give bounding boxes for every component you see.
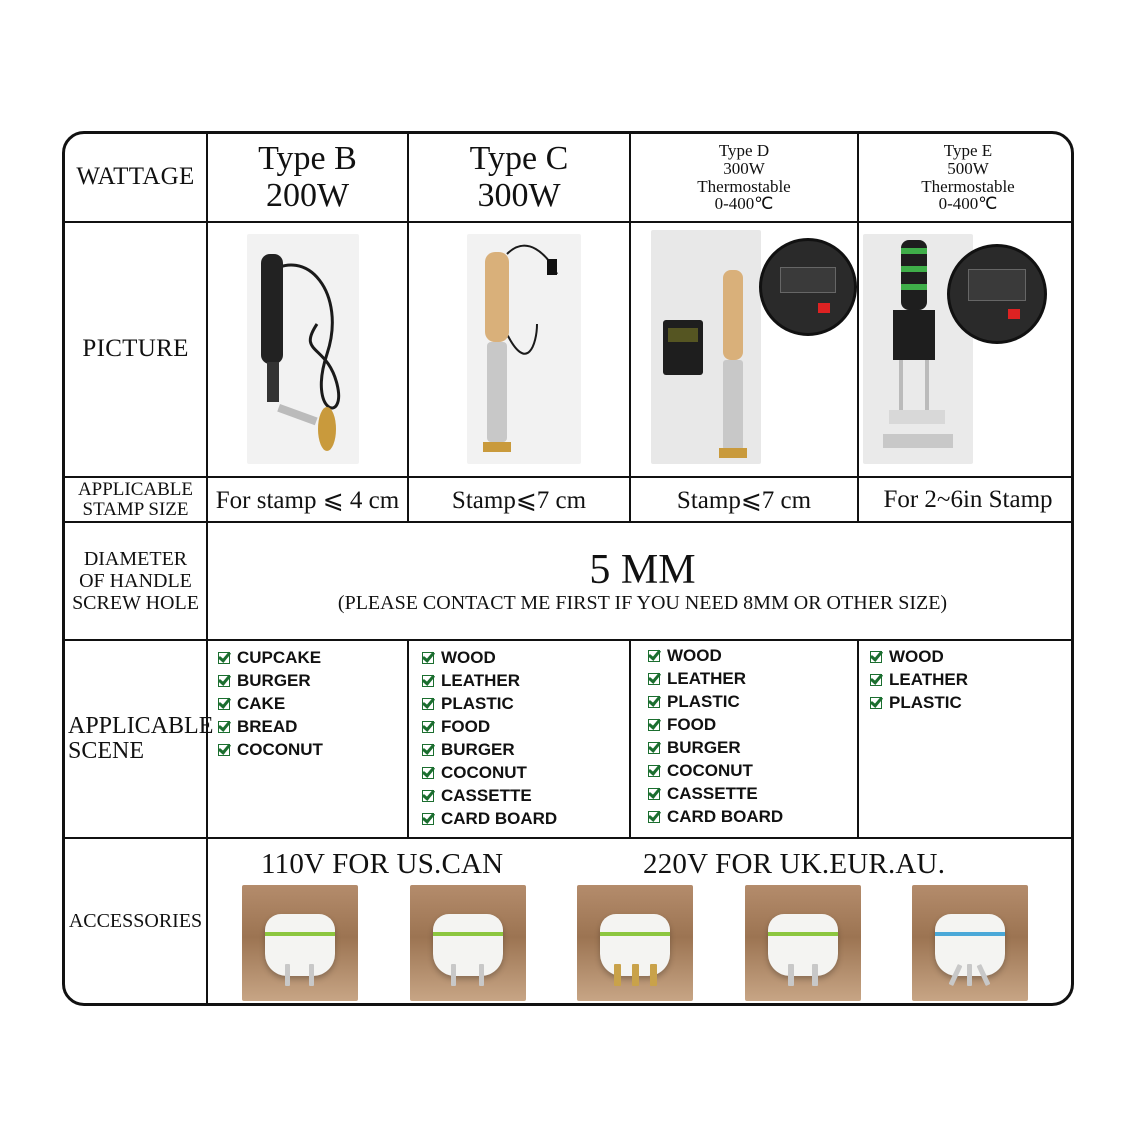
stamp-size-label-line: STAMP SIZE <box>82 498 189 520</box>
type-e-range: 0-400℃ <box>938 194 998 214</box>
type-d-stamp-size: Stamp⩽7 cm <box>676 486 812 514</box>
checkbox-checked-icon <box>648 696 660 708</box>
row-divider <box>65 221 1071 223</box>
type-b-scene-list <box>218 646 323 761</box>
type-d-name: Type D <box>718 140 770 160</box>
scene-item-label: LEATHER <box>441 671 521 690</box>
scene-item-label: BURGER <box>441 740 515 759</box>
plug-adapter-uk-image <box>577 885 693 1001</box>
type-c-product-image <box>467 234 581 464</box>
scene-item <box>870 645 968 668</box>
plug-adapter-eur-image <box>745 885 861 1001</box>
scene-item-label: COCONUT <box>441 763 527 782</box>
checkbox-checked-icon <box>870 697 882 709</box>
plug-icon <box>265 914 335 976</box>
type-d-controller-closeup <box>759 238 857 336</box>
type-e-header <box>859 134 1074 221</box>
scene-item <box>422 715 557 738</box>
wattage-label: WATTAGE <box>76 163 195 191</box>
diameter-note: (PLEASE CONTACT ME FIRST IF YOU NEED 8MM OR OTHER SIZE) <box>337 591 948 614</box>
thermostat-iron-icon <box>651 230 761 464</box>
plug-icon <box>935 914 1005 976</box>
checkbox-checked-icon <box>422 767 434 779</box>
stamp-size-label <box>65 478 206 521</box>
scene-item <box>422 692 557 715</box>
scene-item-label: PLASTIC <box>889 693 962 712</box>
diameter-value: 5 MM <box>589 546 696 593</box>
type-d-product-image <box>651 230 761 464</box>
scene-item-label: WOOD <box>889 647 944 666</box>
plug-adapter-us-image <box>242 885 358 1001</box>
scene-item <box>648 690 783 713</box>
checkbox-checked-icon <box>422 744 434 756</box>
checkbox-checked-icon <box>218 721 230 733</box>
checkbox-checked-icon <box>422 813 434 825</box>
checkbox-checked-icon <box>648 811 660 823</box>
scene-item <box>422 738 557 761</box>
type-b-name: Type B <box>258 139 357 177</box>
type-d-power: 300W <box>723 158 765 178</box>
plug-adapter-us-flat-image <box>410 885 526 1001</box>
type-c-scene-list <box>422 646 557 830</box>
scene-item-label: BREAD <box>237 717 298 736</box>
scene-item <box>218 669 323 692</box>
scene-item <box>648 667 783 690</box>
checkbox-checked-icon <box>422 675 434 687</box>
row-divider <box>65 639 1071 641</box>
stamp-size-label-line: APPLICABLE <box>77 478 194 500</box>
scene-item <box>218 738 323 761</box>
checkbox-checked-icon <box>422 698 434 710</box>
accessories-label: ACCESSORIES <box>68 909 203 932</box>
scene-label-line: APPLICABLE <box>68 713 214 739</box>
scene-item <box>648 805 783 828</box>
scene-item <box>648 759 783 782</box>
scene-item <box>422 646 557 669</box>
scene-item-label: CARD BOARD <box>667 807 784 826</box>
scene-item <box>422 761 557 784</box>
accessories-caption-uk: 220V FOR UK.EUR.AU. <box>643 848 946 880</box>
scene-label <box>65 641 214 837</box>
diameter-label-line: OF HANDLE <box>79 570 192 592</box>
type-e-controller-closeup <box>947 244 1047 344</box>
checkbox-checked-icon <box>422 721 434 733</box>
scene-item <box>648 644 783 667</box>
type-b-power: 200W <box>265 176 350 214</box>
column-divider <box>629 640 631 837</box>
checkbox-checked-icon <box>422 790 434 802</box>
scene-label-line: SCENE <box>68 738 145 764</box>
soldering-iron-icon <box>247 234 359 464</box>
type-c-name: Type C <box>469 139 569 177</box>
type-d-header <box>631 134 857 221</box>
type-b-product-image <box>247 234 359 464</box>
checkbox-checked-icon <box>648 719 660 731</box>
type-e-stamp-size: For 2~6in Stamp <box>883 485 1053 513</box>
scene-item-label: CARD BOARD <box>441 809 558 828</box>
soldering-iron-icon <box>467 234 581 464</box>
checkbox-checked-icon <box>870 674 882 686</box>
scene-item-label: WOOD <box>441 648 496 667</box>
scene-item-label: CASSETTE <box>441 786 532 805</box>
checkbox-checked-icon <box>648 673 660 685</box>
scene-item <box>648 713 783 736</box>
plug-icon <box>768 914 838 976</box>
scene-item-label: BURGER <box>667 738 741 757</box>
accessories-caption-us: 110V FOR US.CAN <box>261 848 504 880</box>
spec-table <box>62 131 1074 1006</box>
type-e-name: Type E <box>943 140 993 160</box>
diameter-label <box>65 523 206 639</box>
scene-item <box>648 736 783 759</box>
plug-adapter-au-image <box>912 885 1028 1001</box>
checkbox-checked-icon <box>218 744 230 756</box>
diameter-label-line: SCREW HOLE <box>72 592 199 614</box>
scene-item <box>422 807 557 830</box>
checkbox-checked-icon <box>648 742 660 754</box>
type-b-header <box>208 134 407 221</box>
scene-item-label: FOOD <box>667 715 717 734</box>
scene-item <box>218 646 323 669</box>
scene-item <box>870 668 968 691</box>
type-e-scene-list <box>870 645 968 714</box>
checkbox-checked-icon <box>648 765 660 777</box>
type-c-power: 300W <box>477 176 561 214</box>
scene-item <box>422 669 557 692</box>
scene-item-label: FOOD <box>441 717 491 736</box>
scene-item-label: PLASTIC <box>441 694 514 713</box>
scene-item <box>218 692 323 715</box>
checkbox-checked-icon <box>218 652 230 664</box>
plug-icon <box>433 914 503 976</box>
scene-item-label: COCONUT <box>237 740 323 759</box>
scene-item <box>870 691 968 714</box>
checkbox-checked-icon <box>870 651 882 663</box>
type-b-stamp-size: For stamp ⩽ 4 cm <box>215 486 400 514</box>
checkbox-checked-icon <box>648 788 660 800</box>
checkbox-checked-icon <box>648 650 660 662</box>
type-c-stamp-size: Stamp⩽7 cm <box>451 486 587 514</box>
diameter-label-line: DIAMETER <box>83 548 188 570</box>
checkbox-checked-icon <box>218 698 230 710</box>
picture-label: PICTURE <box>82 335 189 363</box>
scene-item-label: LEATHER <box>667 669 747 688</box>
scene-item <box>422 784 557 807</box>
scene-item <box>218 715 323 738</box>
scene-item-label: BURGER <box>237 671 311 690</box>
scene-item-label: LEATHER <box>889 670 969 689</box>
scene-item-label: WOOD <box>667 646 722 665</box>
scene-item-label: COCONUT <box>667 761 753 780</box>
type-c-header <box>409 134 629 221</box>
scene-item <box>648 782 783 805</box>
type-d-feature: Thermostable <box>697 176 791 196</box>
row-divider <box>65 837 1071 839</box>
scene-item-label: PLASTIC <box>667 692 740 711</box>
type-d-range: 0-400℃ <box>714 194 774 214</box>
diameter-value-cell <box>208 523 1074 639</box>
scene-item-label: CASSETTE <box>667 784 758 803</box>
type-e-power: 500W <box>947 158 989 178</box>
checkbox-checked-icon <box>218 675 230 687</box>
checkbox-checked-icon <box>422 652 434 664</box>
scene-item-label: CAKE <box>237 694 286 713</box>
column-divider <box>407 640 409 837</box>
type-d-scene-list <box>648 644 783 828</box>
plug-icon <box>600 914 670 976</box>
type-e-feature: Thermostable <box>921 176 1015 196</box>
column-divider <box>857 640 859 837</box>
scene-item-label: CUPCAKE <box>237 648 322 667</box>
